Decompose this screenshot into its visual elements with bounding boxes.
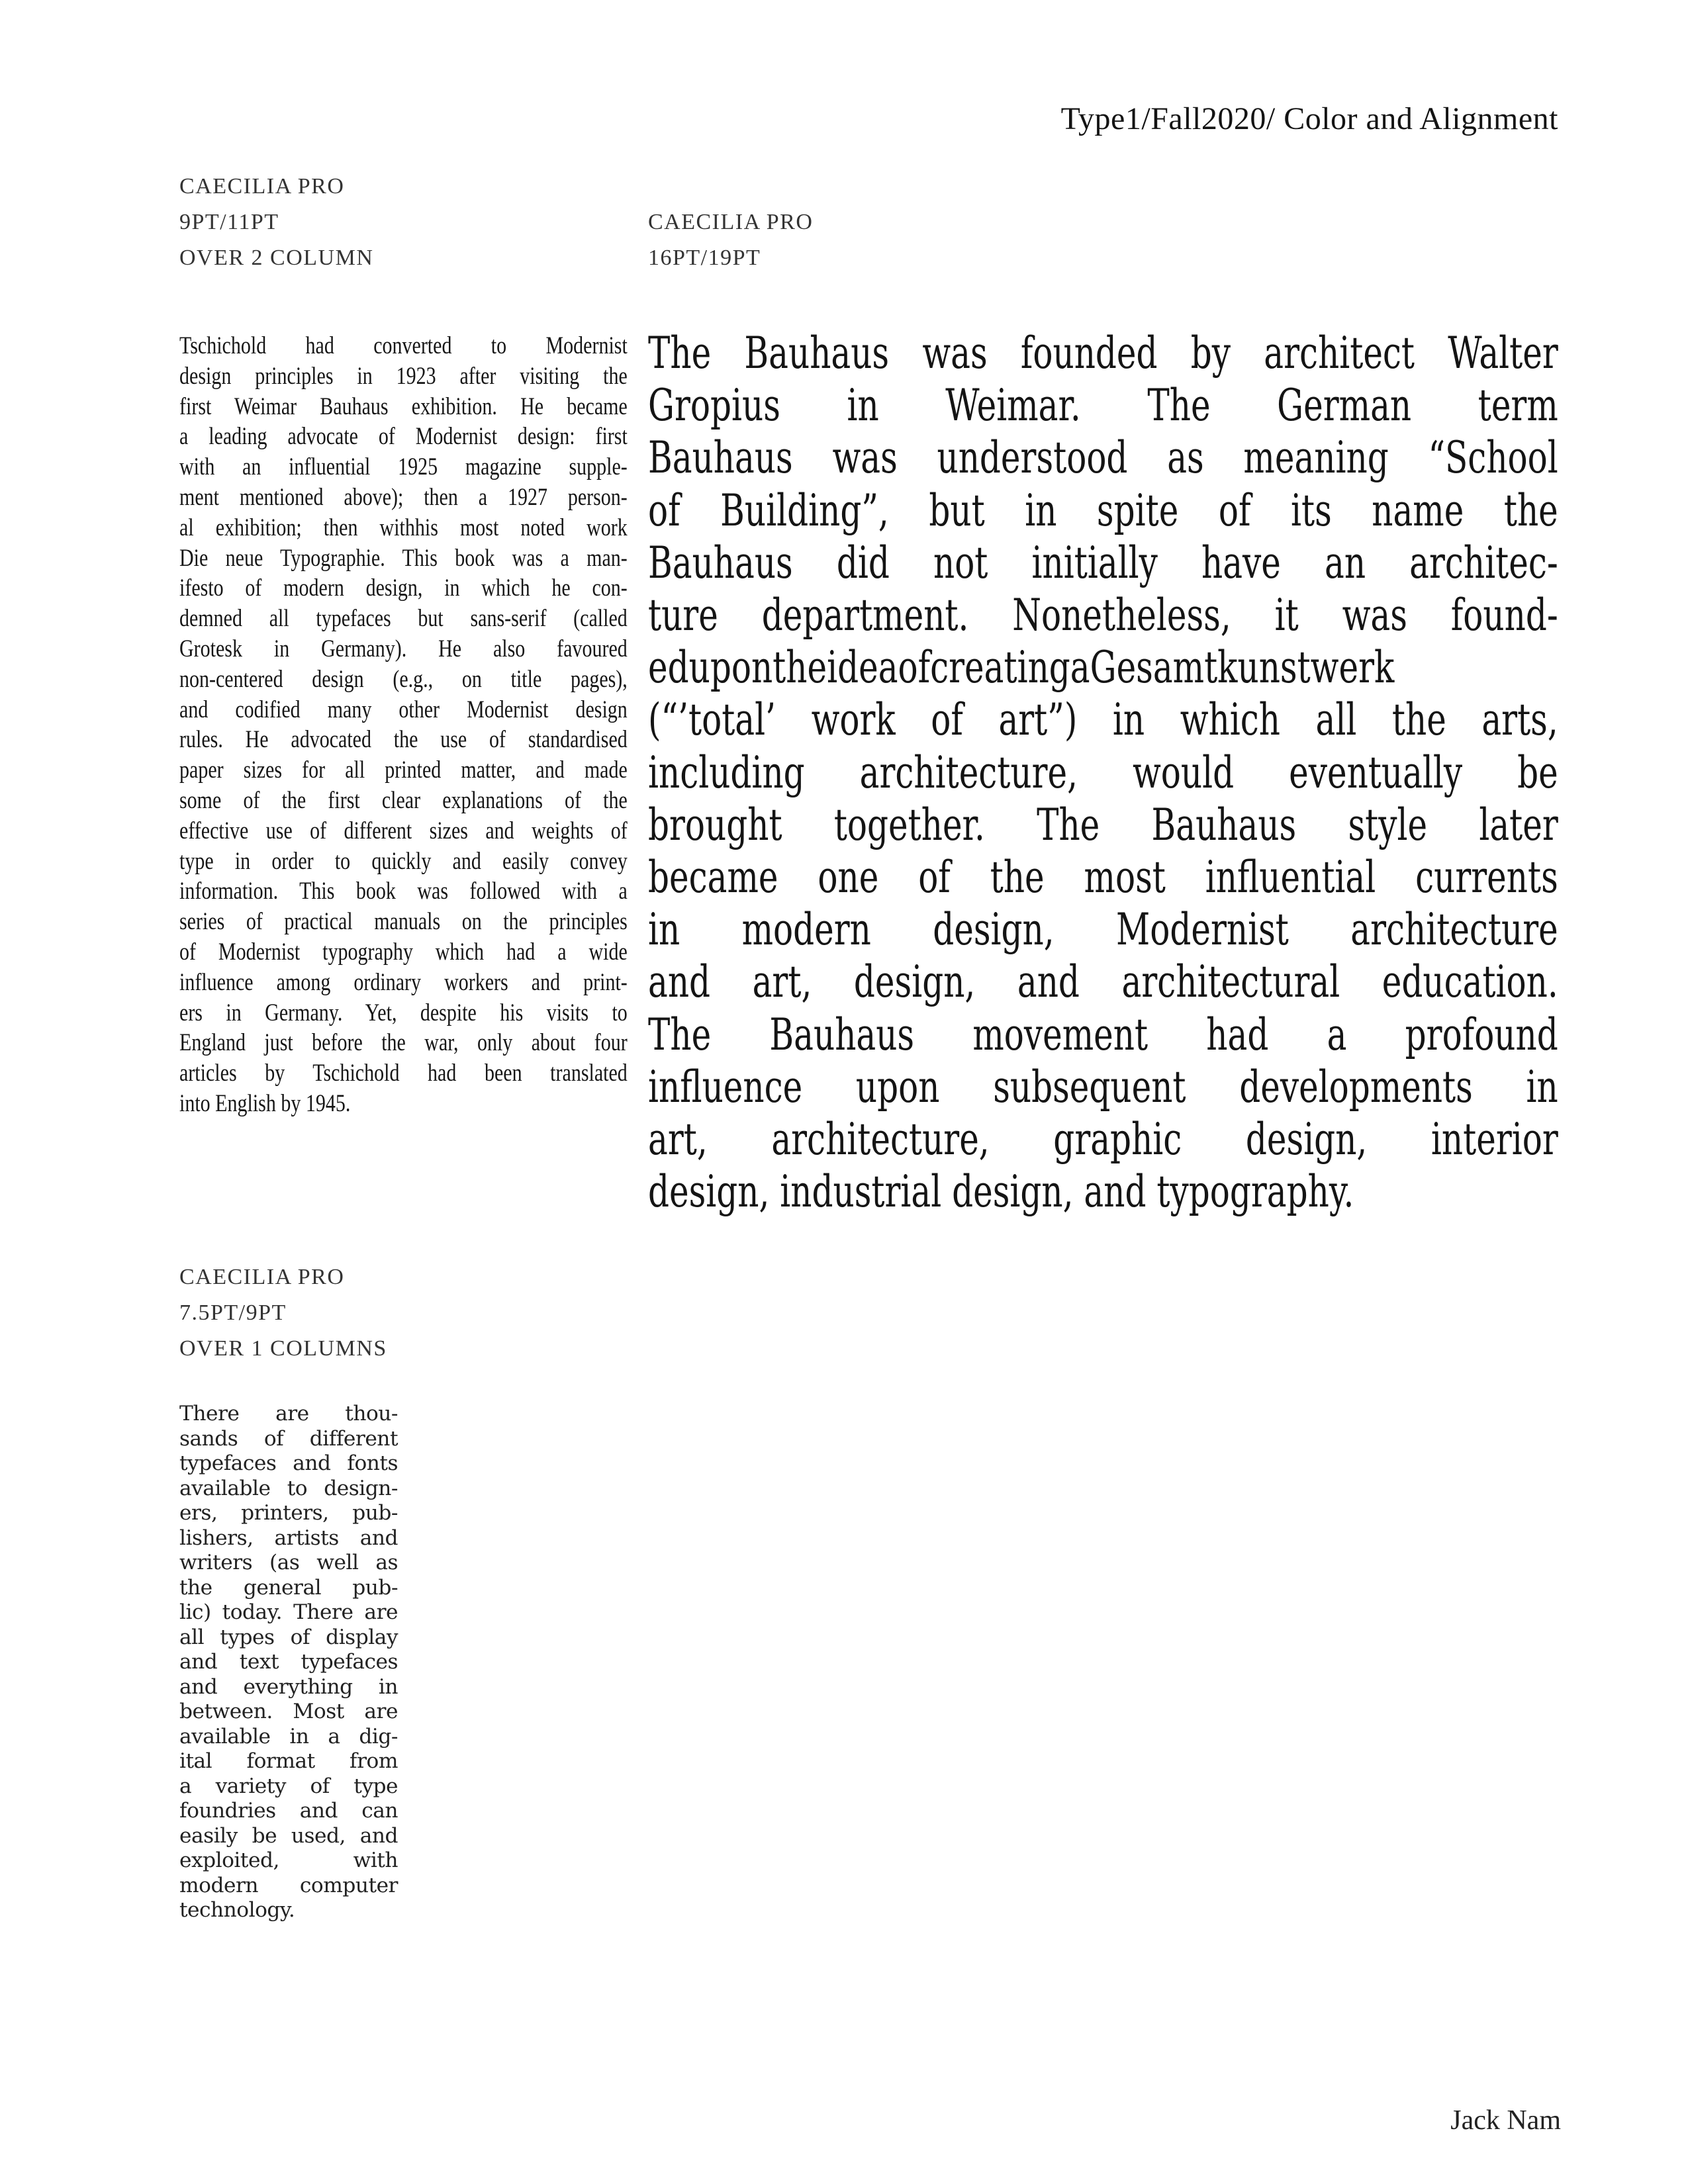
text-line: OVER 1 COLUMNS — [179, 1336, 387, 1361]
text-line: Bauhaus did not initially have an architec- — [648, 536, 1558, 588]
text-line: and text typefaces — [179, 1650, 398, 1674]
text-line: The Bauhaus movement had a profound — [648, 1008, 1558, 1060]
text-line: and art, design, and architectural education. — [648, 956, 1558, 1008]
text-line: England just before the war, only about four — [179, 1029, 628, 1057]
text-line: paper sizes for all printed matter, and made — [179, 756, 628, 784]
specimen-1-label — [179, 169, 373, 276]
text-line: CAECILIA PRO — [179, 174, 345, 199]
text-line: design principles in 1923 after visiting the — [179, 362, 628, 390]
text-line: lishers, artists and — [179, 1525, 398, 1550]
footer-author: Jack Nam — [1450, 2105, 1561, 2136]
text-line: The Bauhaus was founded by architect Walter — [648, 327, 1558, 379]
text-line: of Modernist typography which had a wide — [179, 938, 628, 966]
text-line: ment mentioned above); then a 1927 person- — [179, 483, 628, 511]
text-line: typefaces and fonts — [179, 1451, 398, 1475]
text-line: foundries and can — [179, 1799, 398, 1823]
text-line: lic) today. There are — [179, 1600, 398, 1624]
text-line: some of the first clear explanations of the — [179, 786, 628, 814]
text-line: all types of display — [179, 1625, 398, 1649]
text-line: ital format from — [179, 1749, 398, 1773]
text-line: exploited, with — [179, 1848, 398, 1872]
text-line: a leading advocate of Modernist design: first — [179, 423, 628, 451]
text-line: ifesto of modern design, in which he con- — [179, 574, 628, 602]
specimen-1-paragraph — [179, 331, 628, 1119]
text-line: Die neue Typographie. This book was a man- — [179, 544, 628, 572]
text-line: sands of different — [179, 1426, 398, 1451]
text-line: type in order to quickly and easily convey — [179, 847, 628, 875]
text-line: CAECILIA PRO — [648, 210, 814, 234]
text-line: Bauhaus was understood as meaning “School — [648, 432, 1558, 484]
text-line: technology. — [179, 1898, 295, 1922]
text-line: became one of the most influential currents — [648, 851, 1558, 903]
text-line: in modern design, Modernist architecture — [648, 903, 1558, 956]
text-line: rules. He advocated the use of standardised — [179, 726, 628, 754]
text-line: and everything in — [179, 1674, 398, 1699]
text-line: demned all typefaces but sans-serif (called — [179, 605, 628, 633]
text-line: between. Most are — [179, 1700, 398, 1723]
text-line: There are thou- — [179, 1402, 398, 1426]
text-line: writers (as well as — [179, 1551, 398, 1574]
text-line: including architecture, would eventually be — [648, 746, 1558, 798]
text-line: al exhibition; then withhis most noted work — [179, 514, 628, 541]
text-line: a variety of type — [179, 1774, 398, 1798]
specimen-3-label — [179, 1259, 387, 1367]
text-line: brought together. The Bauhaus style later — [648, 798, 1558, 850]
text-line: the general pub- — [179, 1575, 398, 1600]
text-line: first Weimar Bauhaus exhibition. He became — [179, 392, 628, 420]
text-line: edupontheideaofcreatingaGesamtkunstwerk — [648, 641, 1395, 694]
text-line: with an influential 1925 magazine supple- — [179, 453, 628, 481]
page-header: Type1/Fall2020/ Color and Alignment — [1060, 101, 1558, 136]
text-line: 16PT/19PT — [648, 246, 761, 270]
text-line: influence among ordinary workers and print- — [179, 968, 628, 996]
text-line: series of practical manuals on the principles — [179, 908, 628, 936]
text-line: OVER 2 COLUMN — [179, 246, 374, 270]
text-line: available in a dig- — [179, 1724, 398, 1749]
text-line: articles by Tschichold had been translated — [179, 1060, 628, 1087]
text-line: ers, printers, pub- — [179, 1501, 398, 1525]
text-line: and codified many other Modernist design — [179, 696, 628, 723]
specimen-2-label — [648, 205, 813, 276]
specimen-2-paragraph — [648, 327, 1558, 1218]
text-line: ers in Germany. Yet, despite his visits to — [179, 999, 628, 1026]
text-line: modern computer — [179, 1873, 398, 1897]
text-line: 9PT/11PT — [179, 210, 279, 234]
text-line: Grotesk in Germany). He also favoured — [179, 635, 628, 662]
text-line: of Building”, but in spite of its name the — [648, 484, 1558, 536]
text-line: into English by 1945. — [179, 1089, 351, 1117]
text-line: easily be used, and — [179, 1823, 398, 1848]
text-line: non-centered design (e.g., on title pages), — [179, 665, 628, 693]
text-line: influence upon subsequent developments in — [648, 1060, 1558, 1113]
text-line: CAECILIA PRO — [179, 1265, 345, 1289]
text-line: ture department. Nonetheless, it was found- — [648, 589, 1558, 641]
text-line: available to design- — [179, 1476, 398, 1500]
text-line: Gropius in Weimar. The German term — [648, 379, 1558, 432]
text-line: art, architecture, graphic design, interior — [648, 1113, 1558, 1165]
text-line: information. This book was followed with a — [179, 878, 628, 905]
text-line: 7.5PT/9PT — [179, 1300, 287, 1325]
text-line: Tschichold had converted to Modernist — [179, 332, 628, 359]
text-line: (“’total’ work of art”) in which all the arts, — [648, 694, 1558, 746]
text-line: effective use of different sizes and weights of — [179, 817, 628, 844]
specimen-3-paragraph — [179, 1402, 398, 1923]
text-line: design, industrial design, and typography. — [648, 1165, 1354, 1218]
